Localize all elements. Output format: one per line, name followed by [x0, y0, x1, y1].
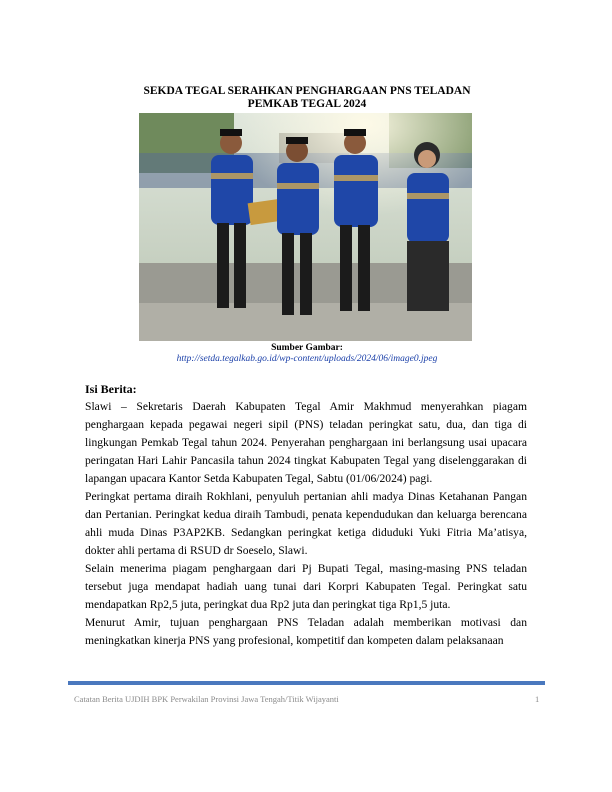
article-title-line-1: SEKDA TEGAL SERAHKAN PENGHARGAAN PNS TELADAN: [143, 85, 471, 97]
article-title-line-2: PEMKAB TEGAL 2024: [247, 98, 367, 110]
photo-source-url[interactable]: http://setda.tegalkab.go.id/wp-content/uploads/2024/06/image0.jpeg: [176, 354, 438, 364]
paragraph-3: Selain menerima piagam penghargaan dari Pj Bupati Tegal, masing-masing PNS teladan tersebut juga mendapat hadiah uang tunai dari Korpri Kabupaten Tegal. Peringkat satu mendapatkan Rp2,5 juta, peringkat dua Rp2 juta dan peringkat tiga Rp1,5 juta.: [85, 562, 527, 611]
footer-rule: [68, 681, 545, 685]
section-heading: Isi Berita:: [85, 382, 137, 396]
ceremony-photo-illustration: [139, 113, 472, 341]
article-photo: [139, 113, 472, 341]
article-body: [85, 398, 527, 650]
footer-text: Catatan Berita UJDIH BPK Perwakilan Provinsi Jawa Tengah/Titik Wijayanti: [74, 694, 339, 704]
photo-source-label: Sumber Gambar:: [271, 343, 343, 353]
paragraph-4: Menurut Amir, tujuan penghargaan PNS Teladan adalah memberikan motivasi dan meningkatkan kinerja PNS yang profesional, kompetitif dan kompeten dalam pelaksanaan: [85, 616, 527, 647]
paragraph-1: Slawi – Sekretaris Daerah Kabupaten Tegal Amir Makhmud menyerahkan piagam penghargaan kepada pegawai negeri sipil (PNS) teladan peringkat satu, dua, dan tiga di lingkungan Pemkab Tegal tahun 2024. Penyerahan penghargaan ini berlangsung usai upacara peringatan Hari Lahir Pancasila tahun 2024 tingkat Kabupaten Tegal yang diselenggarakan di lapangan upacara Kantor Setda Kabupaten Tegal, Sabtu (01/06/2024) pagi.: [85, 400, 527, 485]
article-title: [84, 85, 530, 111]
page-number: 1: [535, 694, 540, 704]
paragraph-2: Peringkat pertama diraih Rokhlani, penyuluh pertanian ahli madya Dinas Ketahanan Pangan dan Pertanian. Peringkat kedua diraih Tambudi, penata kependudukan dan keluarga berencana ahli muda Dinas P3AP2KB. Sedangkan peringkat ketiga diduduki Yuki Fitria Ma’atisya, dokter ahli pertama di RSUD dr Soeselo, Slawi.: [85, 490, 527, 557]
